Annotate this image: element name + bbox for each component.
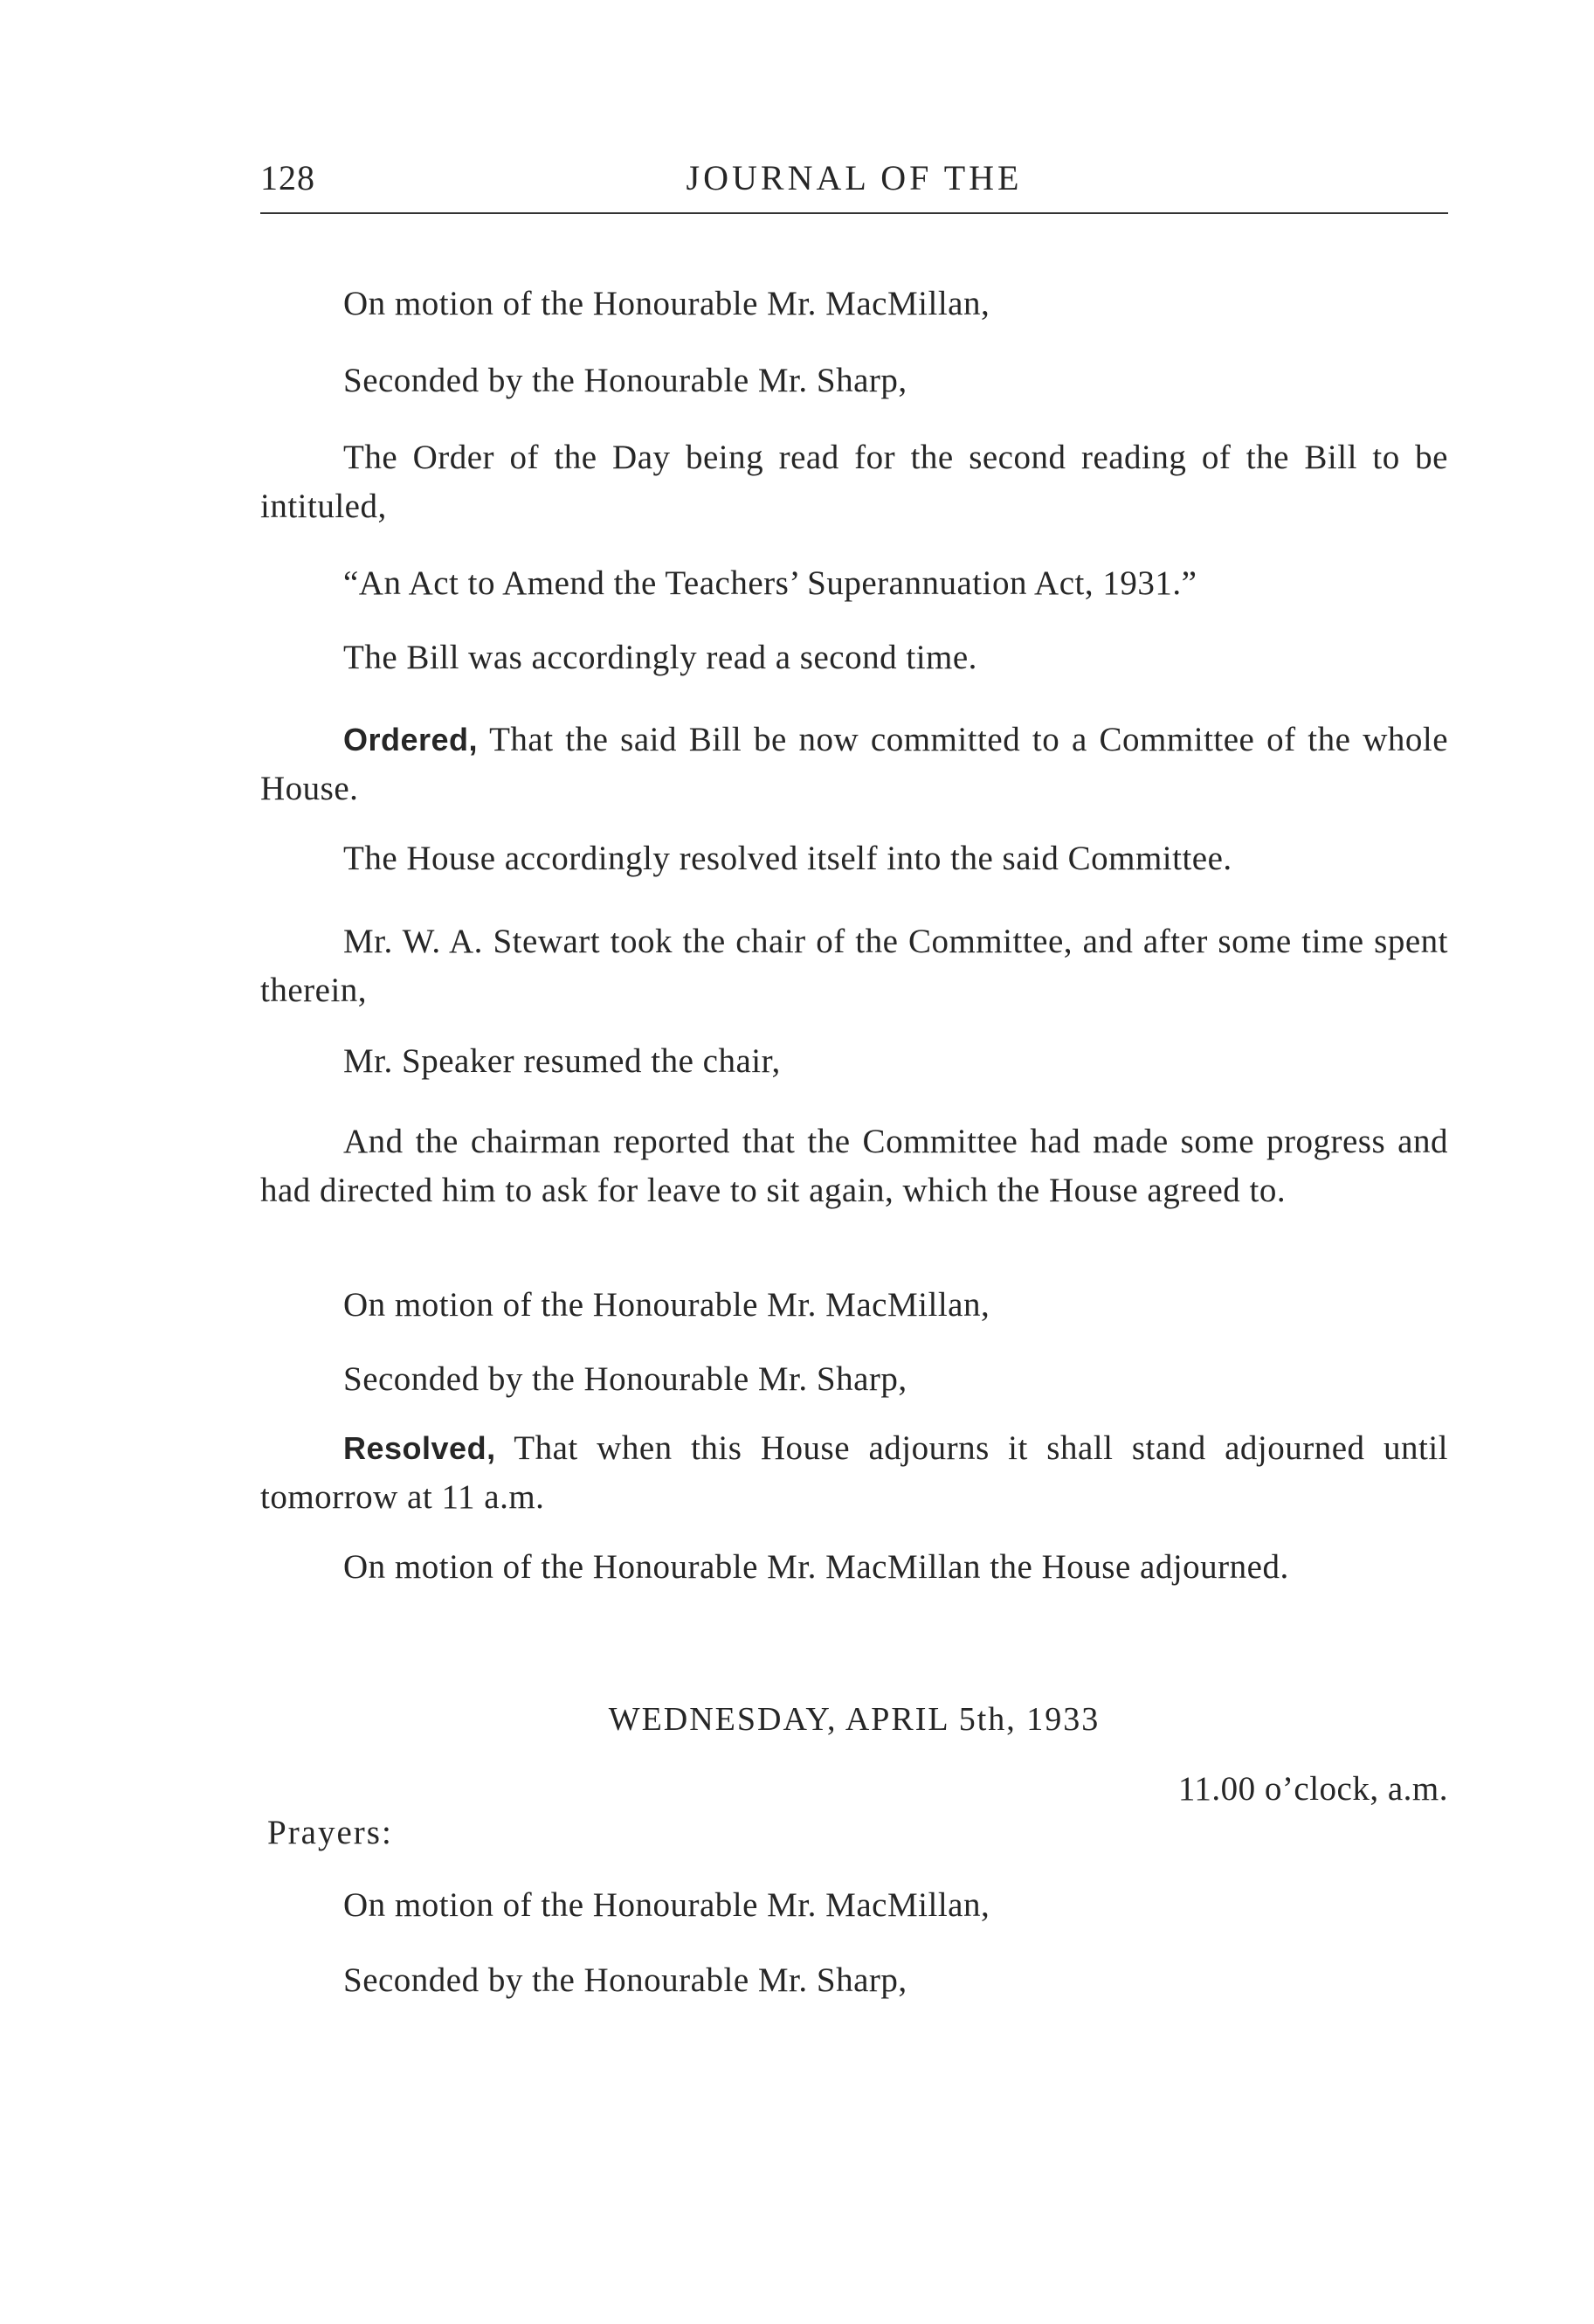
ordered-label: Ordered, (343, 722, 479, 757)
prayers-label: Prayers: (267, 1814, 393, 1851)
resolved-paragraph (260, 1424, 1448, 1522)
seconded-paragraph: Seconded by the Honourable Mr. Sharp, (343, 362, 907, 399)
report-paragraph: And the chairman reported that the Committee had made some progress and had directed him to ask for leave to sit again, which the House agreed to. (260, 1123, 1448, 1209)
ordered-text: That the said Bill be now committed to a Committee of the whole House. (260, 721, 1448, 807)
running-head: JOURNAL OF THE (686, 158, 1023, 197)
header-rule (260, 212, 1448, 214)
page-header (260, 157, 1448, 206)
motion-paragraph: On motion of the Honourable Mr. MacMillan, (343, 285, 990, 322)
sitting-date-heading: WEDNESDAY, APRIL 5th, 1933 (608, 1701, 1101, 1738)
second-reading-paragraph: The Bill was accordingly read a second time. (343, 639, 977, 676)
order-of-day-paragraph: The Order of the Day being read for the second reading of the Bill to be intituled, (260, 439, 1448, 525)
speaker-paragraph: Mr. Speaker resumed the chair, (343, 1042, 781, 1080)
seconded-paragraph: Seconded by the Honourable Mr. Sharp, (343, 1360, 907, 1398)
motion-paragraph: On motion of the Honourable Mr. MacMillan, (343, 1286, 990, 1324)
motion-paragraph: On motion of the Honourable Mr. MacMillan, (343, 1886, 990, 1924)
ordered-paragraph (260, 716, 1448, 813)
resolved-text: That when this House adjourns it shall stand adjourned until tomorrow at 11 a.m. (260, 1429, 1448, 1516)
resolved-label: Resolved, (343, 1430, 496, 1466)
bill-title: “An Act to Amend the Teachers’ Superannuation Act, 1931.” (343, 564, 1197, 602)
sitting-time: 11.00 o’clock, a.m. (1177, 1770, 1448, 1808)
committee-paragraph: The House accordingly resolved itself into the said Committee. (343, 840, 1232, 877)
adjourned-paragraph: On motion of the Honourable Mr. MacMillan the House adjourned. (343, 1548, 1289, 1586)
page-number: 128 (260, 158, 315, 197)
seconded-paragraph: Seconded by the Honourable Mr. Sharp, (343, 1961, 907, 1999)
chair-paragraph: Mr. W. A. Stewart took the chair of the Committee, and after some time spent therein, (260, 923, 1448, 1009)
